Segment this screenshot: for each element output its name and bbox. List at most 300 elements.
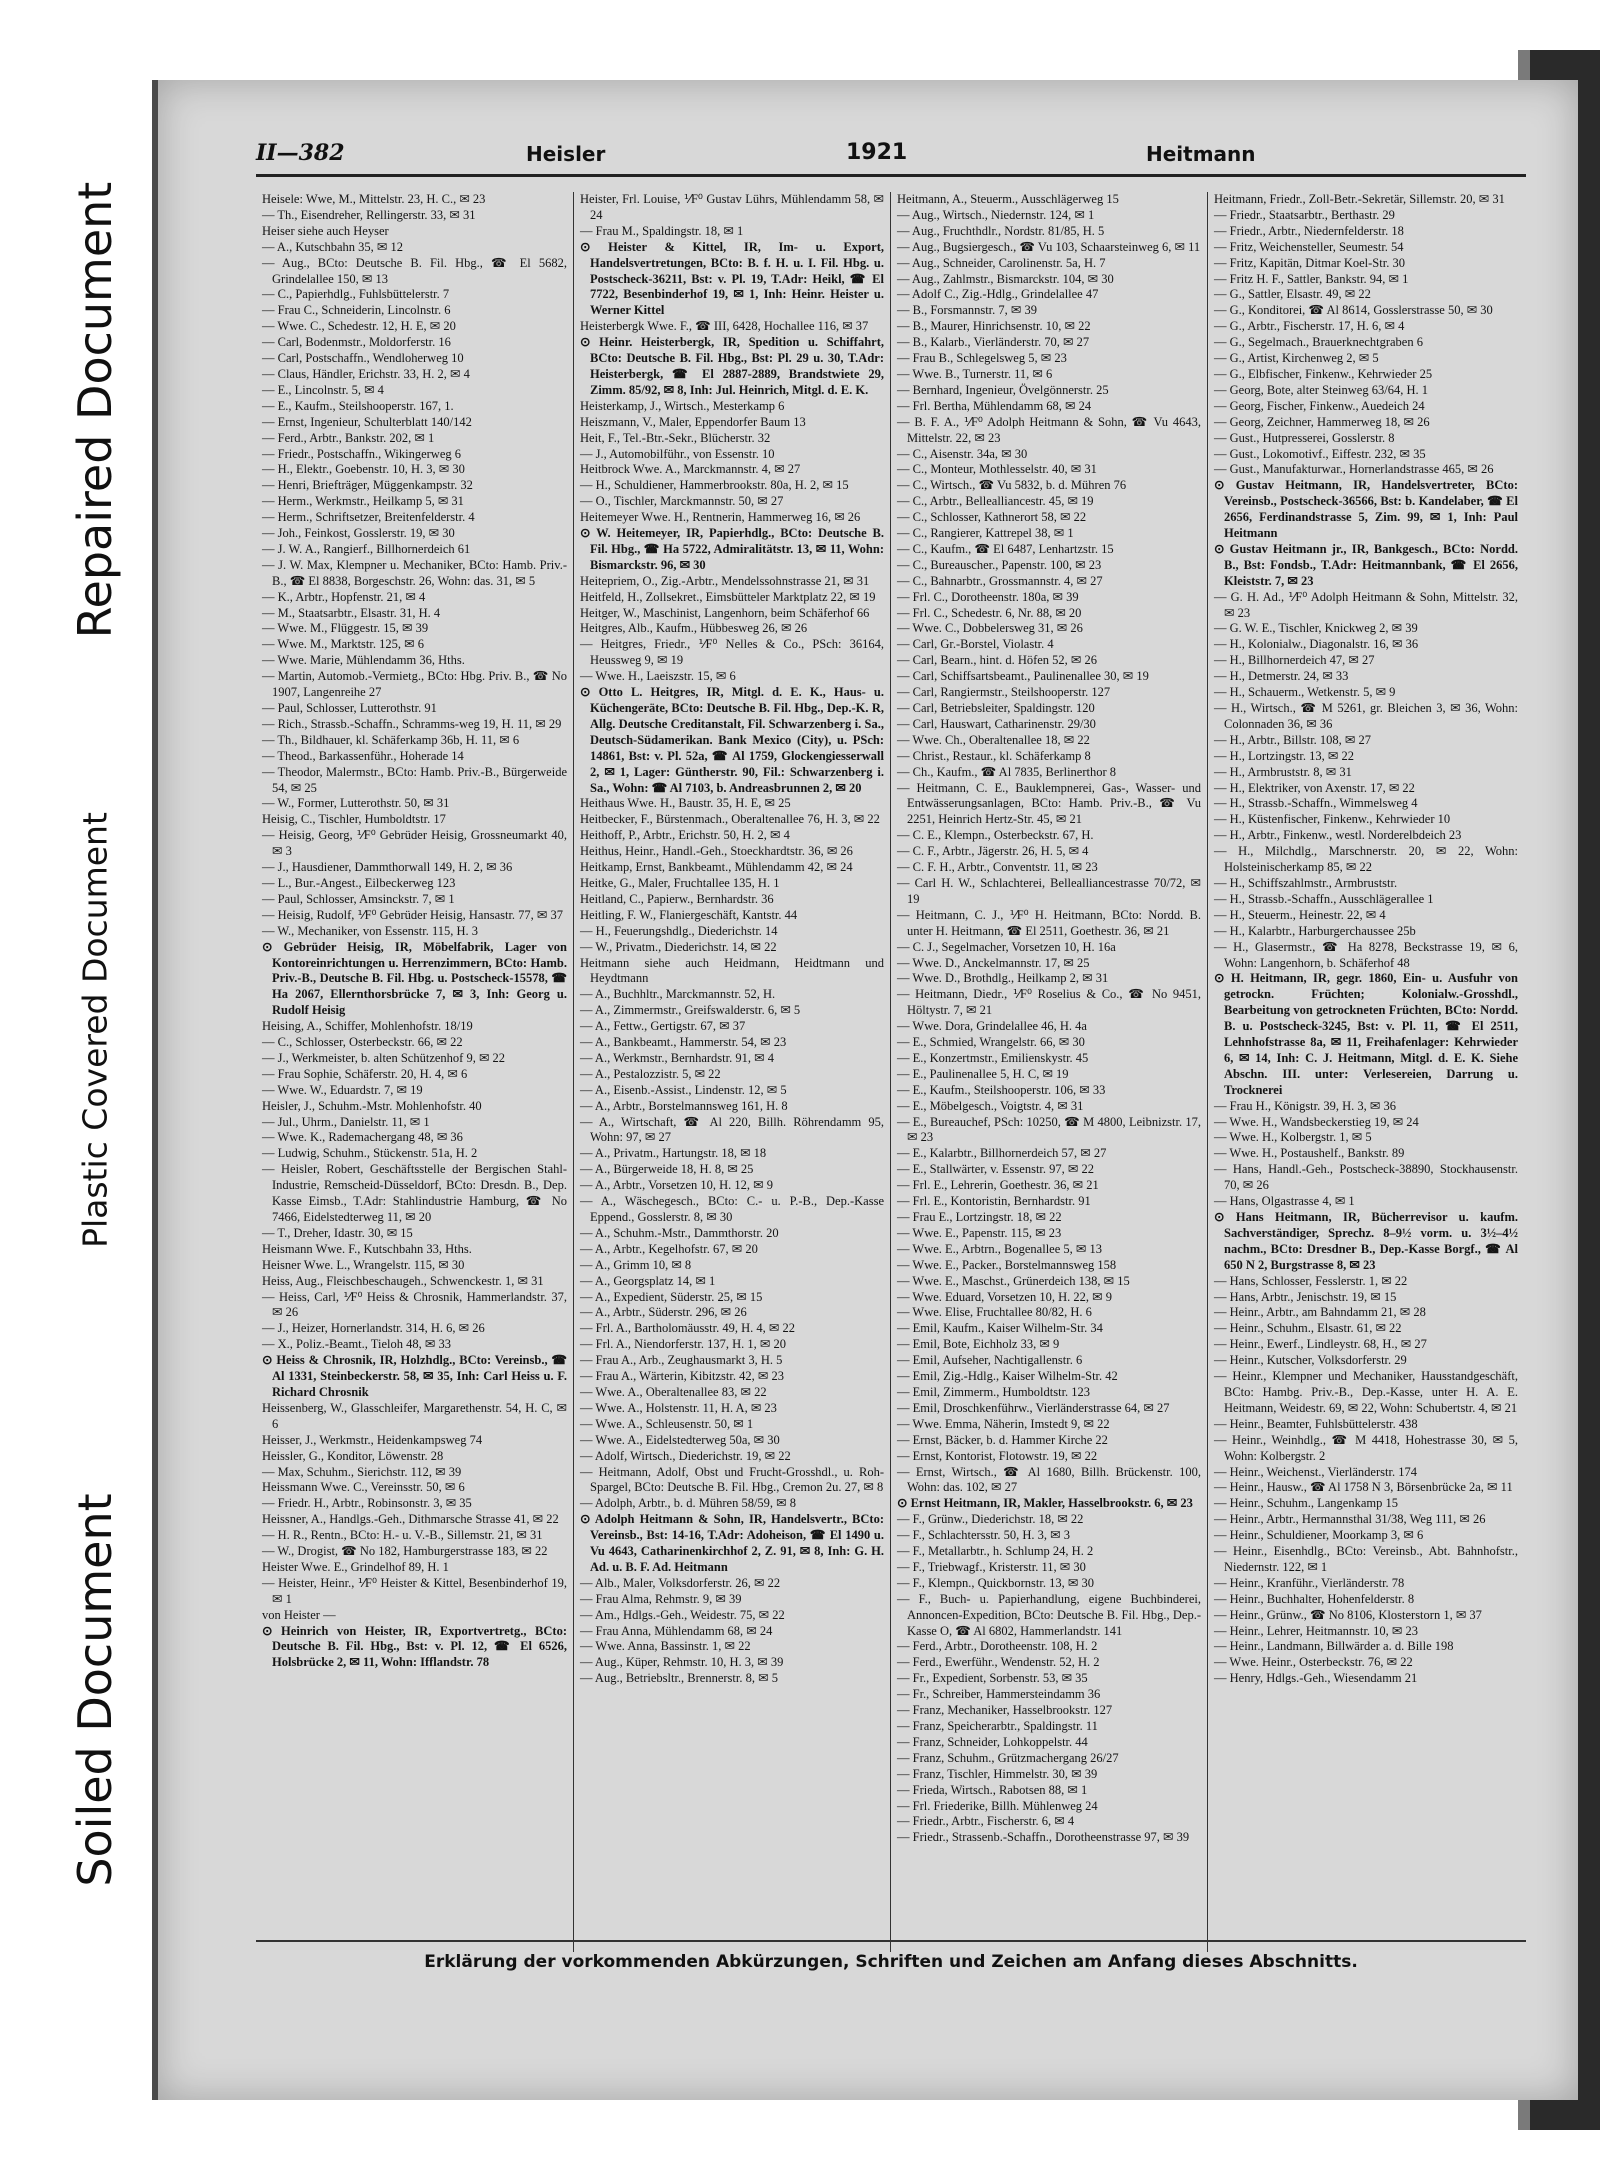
- label-repaired-wrap: [50, 130, 140, 690]
- directory-entry: — Paul, Schlosser, Amsinckstr. 7, ✉ 1: [262, 891, 455, 906]
- directory-entry: — Frau C., Schneiderin, Lincolnstr. 6: [262, 303, 451, 318]
- directory-entry: — C., Papierhdlg., Fuhlsbüttelerstr. 7: [262, 287, 450, 302]
- directory-entry: ⊙ W. Heitemeyer, IR, Papierhdlg., BCto: Deutsche B. Fil. Hbg., ☎ Ha 5722, Admiralitätstr. 13, ✉ 11, Wohn: Bismarckstr. 96, ✉ 30: [580, 526, 884, 572]
- directory-column-3: [890, 192, 1207, 1952]
- directory-entry: — F., Triebwagf., Kristerstr. 11, ✉ 30: [897, 1559, 1086, 1574]
- directory-entry: Heisterkamp, J., Wirtsch., Mesterkamp 6: [580, 398, 785, 413]
- directory-entry: — B., Kalarb., Vierländerstr. 70, ✉ 27: [897, 335, 1090, 350]
- directory-entry: — Carl, Rangiermstr., Steilshooperstr. 127: [897, 685, 1111, 700]
- directory-entry: — Emil, Droschkenführw., Vierländerstrasse 64, ✉ 27: [897, 1400, 1170, 1415]
- directory-entry: — Heinr., Landmann, Billwärder a. d. Bille 198: [1214, 1639, 1454, 1654]
- directory-entry: — Heinr., Arbtr., Hermannsthal 31/38, Weg 111, ✉ 26: [1214, 1512, 1486, 1527]
- directory-entry: ⊙ Hans Heitmann, IR, Bücherrevisor u. kaufm. Sachverständiger, Sprechz. 8–9½ vorm. u. 3½–4½ nachm., BCto: Dresdner B., Dep.-Kasse Borgf., ☎ Al 650 N 2, Burgstrasse 8, ✉ 23: [1214, 1210, 1518, 1272]
- directory-entry: — Wwe. E., Packer., Borstelmannsweg 158: [897, 1257, 1117, 1272]
- directory-entry: — F., Buch- u. Papierhandlung, eigene Buchbinderei, Annoncen-Expedition, BCto: Deutsche B. Fil. Hbg., Dep.-Kasse O, ☎ Al 6802, Hammerlandstr. 141: [897, 1591, 1201, 1638]
- directory-entry: Heitke, G., Maler, Fruchtallee 135, H. 1: [580, 875, 780, 890]
- directory-entry: — Franz, Schneider, Lohkoppelstr. 44: [897, 1734, 1088, 1749]
- directory-entry: — C., Rangierer, Kattrepel 38, ✉ 1: [897, 526, 1074, 541]
- directory-entry: — E., Paulinenallee 5, H. C, ✉ 19: [897, 1066, 1069, 1081]
- directory-entry: — Heinr., Schuhm., Elsastr. 61, ✉ 22: [1214, 1321, 1402, 1336]
- directory-entry: — Georg, Fischer, Finkenw., Auedeich 24: [1214, 398, 1425, 413]
- directory-entry: — Martin, Automob.-Vermietg., BCto: Hbg. Priv. B., ☎ No 1907, Langenreihe 27: [262, 669, 567, 700]
- directory-entry: — Heitmann, Adolf, Obst und Frucht-Grosshdl., u. Roh-Spargel, BCto: Deutsche B. Fil. Hbg., Cremon 2u. 27, ✉ 8: [580, 1464, 884, 1495]
- directory-entry: — Wwe. C., Schedestr. 12, H. E, ✉ 20: [262, 319, 456, 334]
- directory-entry: — Friedr., Arbtr., Niedernfelderstr. 18: [1214, 223, 1404, 238]
- directory-entry: — G., Segelmach., Brauerknechtgraben 6: [1214, 335, 1423, 350]
- directory-entry: — Franz, Tischler, Himmelstr. 30, ✉ 39: [897, 1766, 1098, 1781]
- directory-entry: — F., Grünw., Diederichstr. 18, ✉ 22: [897, 1512, 1084, 1527]
- directory-entry: — C., Schlosser, Kathnerort 58, ✉ 22: [897, 510, 1087, 525]
- directory-entry: — O., Tischler, Marckmannstr. 50, ✉ 27: [580, 494, 784, 509]
- scan-top-margin: [0, 0, 1600, 50]
- directory-entry: ⊙ Heiss & Chrosnik, IR, Holzhdlg., BCto: Vereinsb., ☎ Al 1331, Steinbeckerstr. 58, ✉ 35, Inh: Carl Heiss u. F. Richard Chrosnik: [262, 1353, 567, 1399]
- directory-entry: — Alb., Maler, Volksdorferstr. 26, ✉ 22: [580, 1575, 781, 1590]
- directory-entry: — Bernhard, Ingenieur, Övelgönnerstr. 25: [897, 382, 1109, 397]
- directory-entry: Heitger, W., Maschinist, Langenhorn, beim Schäferhof 66: [580, 605, 870, 620]
- directory-entry: — Aug., Wirtsch., Niedernstr. 124, ✉ 1: [897, 207, 1095, 222]
- directory-entry: — Aug., Fruchthdlr., Nordstr. 81/85, H. 5: [897, 223, 1105, 238]
- directory-entry: — Heinr., Weichenst., Vierländerstr. 174: [1214, 1464, 1417, 1479]
- directory-entry: Heiss, Aug., Fleischbeschaugeh., Schwenckestr. 1, ✉ 31: [262, 1273, 544, 1288]
- directory-entry: — Heitgres, Friedr., ⅟F⁰ Nelles & Co., PSch: 36164, Heussweg 9, ✉ 19: [580, 637, 884, 668]
- directory-entry: — A., Arbtr., Kegelhofstr. 67, ✉ 20: [580, 1241, 758, 1256]
- directory-entry: — Frl. Bertha, Mühlendamm 68, ✉ 24: [897, 398, 1092, 413]
- directory-entry: — Adolf C., Zig.-Hdlg., Grindelallee 47: [897, 287, 1099, 302]
- directory-entry: Heithus, Heinr., Handl.-Geh., Stoeckhardtstr. 36, ✉ 26: [580, 844, 853, 859]
- directory-entry: — Carl, Bearn., hint. d. Höfen 52, ✉ 26: [897, 653, 1098, 668]
- directory-entry: — T., Dreher, Idastr. 30, ✉ 15: [262, 1225, 413, 1240]
- directory-entry: — Frl. E., Lehrerin, Goethestr. 36, ✉ 21: [897, 1178, 1099, 1193]
- directory-entry: — Am., Hdlgs.-Geh., Weidestr. 75, ✉ 22: [580, 1607, 785, 1622]
- directory-entry: — Heinr., Schuhm., Langenkamp 15: [1214, 1496, 1398, 1511]
- directory-entry: — H. R., Rentn., BCto: H.- u. V.-B., Sillemstr. 21, ✉ 31: [262, 1528, 543, 1543]
- directory-entry: — Frau A., Arb., Zeughausmarkt 3, H. 5: [580, 1353, 783, 1368]
- directory-entry: — Paul, Schlosser, Lutterothstr. 91: [262, 701, 437, 715]
- directory-entry: — Carl, Postschaffn., Wendloherweg 10: [262, 351, 464, 366]
- directory-entry: — Heinr., Kranführ., Vierländerstr. 78: [1214, 1575, 1405, 1590]
- directory-entry: — G., Arbtr., Fischerstr. 17, H. 6, ✉ 4: [1214, 319, 1405, 334]
- directory-entry: Heitgres, Alb., Kaufm., Hübbesweg 26, ✉ 26: [580, 621, 808, 636]
- page-range-end: Heitmann: [1146, 142, 1256, 166]
- directory-entry: — C., Schlosser, Osterbeckstr. 66, ✉ 22: [262, 1035, 463, 1050]
- directory-entry: — Carl, Schiffsartsbeamt., Paulinenallee 30, ✉ 19: [897, 669, 1149, 684]
- directory-entry: — Fritz H. F., Sattler, Bankstr. 94, ✉ 1: [1214, 271, 1409, 286]
- directory-entry: — Friedr., Staatsarbtr., Berthastr. 29: [1214, 207, 1395, 222]
- directory-entry: Heitkamp, Ernst, Bankbeamt., Mühlendamm 42, ✉ 24: [580, 860, 853, 875]
- directory-entry: — Wwe. A., Holstenstr. 11, H. A, ✉ 23: [580, 1400, 777, 1415]
- page-header: [256, 140, 1526, 176]
- directory-entry: — Heinr., Grünw., ☎ No 8106, Klosterstorn 1, ✉ 37: [1214, 1607, 1482, 1622]
- directory-entry: — A., Arbtr., Borstelmannsweg 161, H. 8: [580, 1098, 788, 1113]
- directory-column-1: [256, 192, 573, 1952]
- directory-entry: — A., Werkmstr., Bernhardstr. 91, ✉ 4: [580, 1050, 774, 1065]
- directory-entry: — Wwe. C., Dobbelersweg 31, ✉ 26: [897, 621, 1083, 636]
- directory-entry: — G., Elbfischer, Finkenw., Kehrwieder 25: [1214, 366, 1433, 381]
- directory-entry: — A., Expedient, Süderstr. 25, ✉ 15: [580, 1289, 763, 1304]
- directory-entry: Heissmann Wwe. C., Vereinsstr. 50, ✉ 6: [262, 1480, 465, 1495]
- directory-entry: — Heisig, Rudolf, ⅟F⁰ Gebrüder Heisig, Hansastr. 77, ✉ 37: [262, 907, 564, 922]
- directory-entry: — C., Arbtr., Belleallianсestr. 45, ✉ 19: [897, 494, 1094, 509]
- label-soiled-document: Soiled Document: [68, 1493, 122, 1887]
- directory-entry: — Frau Sophie, Schäferstr. 20, H. 4, ✉ 6: [262, 1066, 468, 1081]
- directory-entry: — H., Küstenfischer, Finkenw., Kehrwieder 10: [1214, 812, 1451, 827]
- directory-entry: — A., Wäschegesch., BCto: C.- u. P.-B., Dep.-Kasse Eppend., Gosslerstr. 8, ✉ 30: [580, 1194, 884, 1224]
- page-footer-note: Erklärung der vorkommenden Abkürzungen, Schriften und Zeichen am Anfang dieses Abschnitts.: [424, 1952, 1358, 1972]
- directory-entry: — C., Wirtsch., ☎ Vu 5832, b. d. Mühren 76: [897, 478, 1127, 493]
- directory-entry: — Wwe. H., Laeiszstr. 15, ✉ 6: [580, 669, 736, 684]
- directory-entry: — A., Arbtr., Vorsetzen 10, H. 12, ✉ 9: [580, 1178, 773, 1193]
- directory-column-2: [573, 192, 890, 1952]
- directory-entry: — Wwe. H., Kolbergstr. 1, ✉ 5: [1214, 1130, 1372, 1145]
- directory-entry: — Wwe. E., Arbtrn., Bogenallee 5, ✉ 13: [897, 1241, 1102, 1256]
- directory-entry: — H., Detmerstr. 24, ✉ 33: [1214, 669, 1349, 684]
- directory-entry: ⊙ Gebrüder Heisig, IR, Möbelfabrik, Lager von Kontoreinrichtungen u. Herrenzimmern, BCto: Hamb. Priv.-B., Deutsche B. Fil. Hbg. u. Postscheck-15578, ☎ Ha 2067, Ellernthorsbrücke 7, ✉ 3, Inh: Georg u. Rudolf Heisig: [262, 939, 567, 1018]
- directory-entry: — Hans, Olgastrasse 4, ✉ 1: [1214, 1194, 1355, 1209]
- directory-page: [152, 80, 1578, 2100]
- directory-entry: Heitland, C., Papierw., Bernhardstr. 36: [580, 891, 774, 906]
- directory-entry: — Georg, Zeichner, Hammerweg 18, ✉ 26: [1214, 414, 1430, 429]
- directory-entry: — Herm., Schriftsetzer, Breitenfelderstr. 4: [262, 510, 475, 525]
- directory-entry: — H., Feuerungshdlg., Diederichstr. 14: [580, 923, 778, 938]
- directory-entry: — Emil, Bote, Eichholz 33, ✉ 9: [897, 1337, 1060, 1352]
- directory-entry: ⊙ H. Heitmann, IR, gegr. 1860, Ein- u. Ausfuhr von getrockn. Früchten; Kolonialw.-Grosshdl., Bearbeitung von getrockneten Früchten, BCto: Nordd. B. u. Postscheck-3245, Bst: v. Pl. 11, ☎ El 2511, Lehnhofstrasse 8a, ✉ 11, Freihafenlager: Kehrwieder 6, ✉ 14, Inh: C. J. Heitmann, Mitgl. d. E. K. Siehe Abschn. III. unter: Verlesereien, Darrung u. Trocknerei: [1214, 971, 1518, 1097]
- directory-entry: ⊙ Gustav Heitmann jr., IR, Bankgesch., BCto: Nordd. B., Bst: Fondsb., T.Adr: Heitmannbank, ☎ El 2656, Kleiststr. 7, ✉ 23: [1214, 541, 1518, 588]
- directory-entry: Heitling, F. W., Flaniergeschäft, Kantstr. 44: [580, 907, 798, 922]
- directory-entry: — Emil, Zimmerm., Humboldtstr. 123: [897, 1384, 1091, 1399]
- directory-entry: — Wwe. K., Rademachergang 48, ✉ 36: [262, 1130, 463, 1145]
- directory-entry: — Ch., Kaufm., ☎ Al 7835, Berlinerthor 8: [897, 764, 1117, 779]
- directory-entry: — Christ., Restaur., kl. Schäferkamp 8: [897, 748, 1091, 763]
- label-plastic-covered-document: Plastic Covered Document: [75, 812, 115, 1248]
- directory-entry: — Gust., Lokomotivf., Eiffestr. 232, ✉ 35: [1214, 446, 1426, 461]
- directory-entry: Heitemeyer Wwe. H., Rentnerin, Hammerweg 16, ✉ 26: [580, 510, 861, 525]
- directory-entry: — Carl, Betriebsleiter, Spaldingstr. 120: [897, 701, 1095, 715]
- directory-columns: [256, 192, 1526, 1952]
- directory-entry: — E., Kaufm., Steilshooperstr. 106, ✉ 33: [897, 1082, 1106, 1097]
- directory-entry: — Frl. E., Kontoristin, Bernhardstr. 91: [897, 1194, 1091, 1209]
- directory-entry: — Wwe. Marie, Mühlendamm 36, Hths.: [262, 653, 465, 668]
- directory-entry: — Wwe. D., Anckelmannstr. 17, ✉ 25: [897, 955, 1090, 970]
- directory-entry: Heitmann, Friedr., Zoll-Betr.-Sekretär, Sillemstr. 20, ✉ 31: [1214, 192, 1505, 206]
- directory-entry: — Frau A., Wärterin, Kibitzstr. 42, ✉ 23: [580, 1369, 784, 1384]
- directory-entry: Heiser siehe auch Heyser: [262, 223, 389, 238]
- directory-entry: — H., Elektr., Goebenstr. 10, H. 3, ✉ 30: [262, 462, 465, 477]
- directory-entry: — A., Fettw., Gertigstr. 67, ✉ 37: [580, 1019, 746, 1034]
- directory-entry: — H., Milchdlg., Marschnerstr. 20, ✉ 22, Wohn: Holsteinischerkamp 85, ✉ 22: [1214, 844, 1518, 875]
- directory-entry: Heisler, J., Schuhm.-Mstr. Mohlenhofstr. 40: [262, 1098, 482, 1113]
- directory-entry: Heister, Frl. Louise, ⅟F⁰ Gustav Lührs, Mühlendamm 58, ✉ 24: [580, 192, 884, 222]
- directory-entry: Heisterbergk Wwe. F., ☎ III, 6428, Hochallee 116, ✉ 37: [580, 319, 869, 334]
- directory-entry: — A., Schuhm.-Mstr., Dammthorstr. 20: [580, 1225, 779, 1240]
- directory-entry: — L., Bur.-Angest., Eilbeckerweg 123: [262, 875, 456, 890]
- label-soiled-wrap: [50, 1380, 140, 2000]
- directory-entry: — B., Maurer, Hinrichsenstr. 10, ✉ 22: [897, 319, 1091, 334]
- directory-entry: — Th., Eisendreher, Rellingerstr. 33, ✉ 31: [262, 207, 476, 222]
- directory-entry: — C., Aisenstr. 34a, ✉ 30: [897, 446, 1028, 461]
- directory-entry: — G., Konditorei, ☎ Al 8614, Gosslerstrasse 50, ✉ 30: [1214, 303, 1493, 318]
- directory-entry: ⊙ Heister & Kittel, IR, Im- u. Export, Handelsvertretungen, BCto: B. f. H. u. I. Fil. Hbg. u. Postscheck-36211, Bst: v. Pl. 19, T.Adr: Heikl, ☎ El 7722, Besenbinderhof 19, ✉ 1, Inh: Heinr. Heister u. Werner Kittel: [580, 239, 884, 318]
- directory-entry: — Wwe. A., Schleusenstr. 50, ✉ 1: [580, 1416, 754, 1431]
- directory-entry: — Franz, Mechaniker, Hasselbrookstr. 127: [897, 1703, 1113, 1718]
- directory-entry: — Heinr., Beamter, Fuhlsbüttelerstr. 438: [1214, 1416, 1418, 1431]
- directory-entry: — Aug., Bugsiergesch., ☎ Vu 103, Schaarsteinweg 6, ✉ 11: [897, 239, 1201, 254]
- directory-entry: — W., Former, Lutterothstr. 50, ✉ 31: [262, 796, 450, 811]
- directory-entry: — Wwe. Dora, Grindelallee 46, H. 4a: [897, 1019, 1087, 1034]
- directory-entry: — Franz, Schuhm., Grützmachergang 26/27: [897, 1750, 1119, 1765]
- directory-entry: — C., Bahnarbtr., Grossmannstr. 4, ✉ 27: [897, 573, 1103, 588]
- directory-entry: — K., Arbtr., Hopfenstr. 21, ✉ 4: [262, 589, 426, 604]
- footer-rule: [256, 1940, 1526, 1942]
- directory-entry: — E., Lincolnstr. 5, ✉ 4: [262, 382, 384, 397]
- directory-entry: — E., Schmied, Wrangelstr. 66, ✉ 30: [897, 1035, 1085, 1050]
- directory-entry: — Wwe. Ch., Oberaltenallee 18, ✉ 22: [897, 732, 1090, 747]
- directory-entry: — H., Strassb.-Schaffn., Ausschlägerallee 1: [1214, 891, 1434, 906]
- directory-entry: — J., Automobilführ., von Essenstr. 10: [580, 446, 775, 461]
- label-repaired-document: Repaired Document: [68, 181, 122, 639]
- directory-entry: — H., Elektriker, von Axenstr. 17, ✉ 22: [1214, 780, 1415, 795]
- directory-entry: ⊙ Heinr. Heisterbergk, IR, Spedition u. Schiffahrt, BCto: Deutsche B. Fil. Hbg., Bst: Pl. 29 u. 30, T.Adr: Heisterbergk, ☎ El 2887-2889, Brandstwiete 29, Zimm. 85/92, ✉ 8, Inh: Jul. Heinrich, Mitgl. d. E. K.: [580, 335, 884, 397]
- directory-entry: ⊙ Gustav Heitmann, IR, Handelsvertreter, BCto: Vereinsb., Postscheck-36566, Bst: b. Kandelaber, ☎ El 2656, Ferdinandstrasse 5, Zim. 99, ✉ 1, Inh: Paul Heitmann: [1214, 478, 1518, 541]
- directory-entry: — Frau H., Königstr. 39, H. 3, ✉ 36: [1214, 1098, 1397, 1113]
- directory-entry: — Wwe. B., Turnerstr. 11, ✉ 6: [897, 366, 1053, 381]
- directory-entry: — H., Schauerm., Wetkenstr. 5, ✉ 9: [1214, 685, 1396, 700]
- directory-entry: — Joh., Feinkost, Gosslerstr. 19, ✉ 30: [262, 526, 455, 541]
- directory-entry: — H., Glasermstr., ☎ Ha 8278, Beckstrasse 19, ✉ 6, Wohn: Langenhorn, b. Schäferhof 48: [1214, 939, 1518, 970]
- directory-entry: — J., Hausdiener, Dammthorwall 149, H. 2, ✉ 36: [262, 860, 513, 875]
- directory-entry: — H., Schuldiener, Hammerbrookstr. 80a, H. 2, ✉ 15: [580, 478, 849, 493]
- directory-entry: — Frau Anna, Mühlendamm 68, ✉ 24: [580, 1623, 773, 1638]
- directory-entry: — C. E., Klempn., Osterbeckstr. 67, H.: [897, 828, 1094, 843]
- directory-entry: — Heinr., Weinhdlg., ☎ M 4418, Hohestrasse 30, ✉ 5, Wohn: Kolbergstr. 2: [1214, 1432, 1518, 1463]
- document-condition-labels: [50, 120, 140, 2020]
- directory-entry: — G., Artist, Kirchenweg 2, ✉ 5: [1214, 351, 1379, 366]
- directory-entry: — H., Lortzingstr. 13, ✉ 22: [1214, 748, 1354, 763]
- directory-entry: — Heinr., Kutscher, Volksdorferstr. 29: [1214, 1353, 1407, 1368]
- directory-entry: Heitbrock Wwe. A., Marckmannstr. 4, ✉ 27: [580, 462, 801, 477]
- directory-entry: — Wwe. M., Marktstr. 125, ✉ 6: [262, 637, 424, 652]
- directory-entry: Heisser, J., Werkmstr., Heidenkampsweg 74: [262, 1432, 483, 1447]
- directory-entry: — Wwe. E., Maschst., Grünerdeich 138, ✉ 15: [897, 1273, 1130, 1288]
- directory-entry: — F., Klempn., Quickbornstr. 13, ✉ 30: [897, 1575, 1094, 1590]
- directory-entry: von Heister —: [262, 1607, 336, 1622]
- directory-entry: — Wwe. H., Postaushelf., Bankstr. 89: [1214, 1146, 1405, 1161]
- directory-entry: — Heinr., Klempner und Mechaniker, Hausstandgeschäft, BCto: Hambg. Priv.-B., Dep.-Kasse, unter H. A. E. Heitmann, Weidestr. 69, ✉ 22, Wohn: Schubertstr. 4, ✉ 21: [1214, 1369, 1518, 1415]
- directory-entry: — F., Metallarbtr., h. Schlump 24, H. 2: [897, 1544, 1094, 1559]
- directory-entry: Heitmann, A., Steuerm., Ausschlägerweg 15: [897, 192, 1119, 206]
- directory-entry: — Heinr., Schuldiener, Moorkamp 3, ✉ 6: [1214, 1528, 1424, 1543]
- directory-entry: — H., Billhornerdeich 47, ✉ 27: [1214, 653, 1375, 668]
- directory-entry: — Max, Schuhm., Sierichstr. 112, ✉ 39: [262, 1464, 462, 1479]
- directory-entry: — Hans, Schlosser, Fesslerstr. 1, ✉ 22: [1214, 1273, 1408, 1288]
- directory-entry: ⊙ Heinrich von Heister, IR, Exportvertretg., BCto: Deutsche B. Fil. Hbg., Bst: v. Pl. 12, ☎ El 6526, Holsbrücke 2, ✉ 11, Wohn: Ifflandstr. 78: [262, 1623, 567, 1670]
- directory-entry: — Frau Alma, Rehmstr. 9, ✉ 39: [580, 1591, 742, 1606]
- directory-entry: — H., Steuerm., Heinestr. 22, ✉ 4: [1214, 907, 1386, 922]
- directory-entry: — Gust., Hutpresserei, Gosslerstr. 8: [1214, 430, 1395, 445]
- directory-entry: — Wwe. W., Eduardstr. 7, ✉ 19: [262, 1082, 423, 1097]
- directory-entry: — E., Bureauchef, PSch: 10250, ☎ M 4800, Leibnizstr. 17, ✉ 23: [897, 1114, 1201, 1145]
- directory-entry: — Friedr., Arbtr., Fischerstr. 6, ✉ 4: [897, 1814, 1075, 1829]
- directory-entry: — Carl, Gr.-Borstel, Violastr. 4: [897, 637, 1054, 652]
- directory-entry: — Aug., Schneider, Carolinenstr. 5a, H. 7: [897, 255, 1106, 270]
- directory-entry: — Carl, Bodenmstr., Moldorferstr. 16: [262, 335, 451, 350]
- directory-entry: — Franz, Speicherarbtr., Spaldingstr. 11: [897, 1719, 1098, 1733]
- directory-entry: — Georg, Bote, alter Steinweg 63/64, H. 1: [1214, 382, 1428, 397]
- directory-entry: Heister Wwe. E., Grindelhof 89, H. 1: [262, 1559, 449, 1574]
- directory-entry: — Emil, Kaufm., Kaiser Wilhelm-Str. 34: [897, 1321, 1103, 1336]
- directory-entry: — Ernst, Ingenieur, Schulterblatt 140/142: [262, 414, 472, 429]
- directory-entry: — F., Schlachtersstr. 50, H. 3, ✉ 3: [897, 1528, 1071, 1543]
- directory-entry: Heitepriem, O., Zig.-Arbtr., Mendelssohnstrasse 21, ✉ 31: [580, 573, 870, 588]
- directory-entry: — H., Kolonialw., Diagonalstr. 16, ✉ 36: [1214, 637, 1419, 652]
- directory-entry: — H., Strassb.-Schaffn., Wimmelsweg 4: [1214, 796, 1418, 811]
- directory-entry: — Heiss, Carl, ⅟F⁰ Heiss & Chrosnik, Hammerlandstr. 37, ✉ 26: [262, 1289, 567, 1320]
- directory-entry: Heissner, A., Handlgs.-Geh., Dithmarsche Strasse 41, ✉ 22: [262, 1512, 559, 1527]
- page-number: II—382: [256, 140, 345, 166]
- directory-entry: — Carl H. W., Schlachterei, Bellealliancestrasse 70/72, ✉ 19: [897, 875, 1201, 906]
- directory-column-4: [1207, 192, 1524, 1952]
- directory-entry: — Frau B., Schlegelsweg 5, ✉ 23: [897, 351, 1067, 366]
- directory-entry: — J. W. Max, Klempner u. Mechaniker, BCto: Hamb. Priv.-B., ☎ El 8838, Borgeschstr. 26, Wohn: das. 31, ✉ 5: [262, 557, 567, 588]
- directory-entry: — C. J., Segelmacher, Vorsetzen 10, H. 16a: [897, 939, 1116, 954]
- directory-entry: — A., Eisenb.-Assist., Lindenstr. 12, ✉ 5: [580, 1082, 787, 1097]
- directory-entry: — Aug., Küper, Rehmstr. 10, H. 3, ✉ 39: [580, 1655, 784, 1670]
- directory-entry: — Heinr., Lehrer, Heitmannstr. 10, ✉ 23: [1214, 1623, 1419, 1638]
- directory-entry: — Wwe. Heinr., Osterbeckstr. 76, ✉ 22: [1214, 1655, 1413, 1670]
- directory-entry: — C. F. H., Arbtr., Conventstr. 11, ✉ 23: [897, 860, 1098, 875]
- directory-entry: — W., Drogist, ☎ No 182, Hamburgerstrasse 183, ✉ 22: [262, 1544, 548, 1559]
- directory-entry: — Henry, Hdlgs.-Geh., Wiesendamm 21: [1214, 1671, 1418, 1686]
- directory-entry: — Jul., Uhrm., Danielstr. 11, ✉ 1: [262, 1114, 430, 1129]
- directory-entry: — Hans, Handl.-Geh., Postscheck-38890, Stockhausenstr. 70, ✉ 26: [1214, 1162, 1518, 1193]
- directory-entry: — W., Mechaniker, von Essenstr. 115, H. 3: [262, 923, 479, 938]
- directory-entry: — Frl. A., Niendorferstr. 137, H. 1, ✉ 20: [580, 1337, 786, 1352]
- directory-entry: — C., Bureauscher., Papenstr. 100, ✉ 23: [897, 557, 1102, 572]
- directory-entry: — Ferd., Arbtr., Dorotheenstr. 108, H. 2: [897, 1639, 1098, 1654]
- directory-entry: — Henri, Briefträger, Müggenkampstr. 32: [262, 478, 473, 493]
- directory-entry: — A., Arbtr., Süderstr. 296, ✉ 26: [580, 1305, 747, 1320]
- directory-entry: — Frl. A., Bartholomäusstr. 49, H. 4, ✉ 22: [580, 1321, 795, 1336]
- directory-entry: — C., Monteur, Mothlesselstr. 40, ✉ 31: [897, 462, 1097, 477]
- directory-entry: — C., Kaufm., ☎ El 6487, Lenhartzstr. 15: [897, 541, 1114, 556]
- directory-entry: — Ferd., Ewerführ., Wendenstr. 52, H. 2: [897, 1655, 1100, 1670]
- directory-entry: — E., Stallwärter, v. Essenstr. 97, ✉ 22: [897, 1162, 1094, 1177]
- directory-entry: — Gust., Manufakturwar., Hornerlandstrasse 465, ✉ 26: [1214, 462, 1494, 477]
- directory-entry: — Fr., Expedient, Sorbenstr. 53, ✉ 35: [897, 1671, 1088, 1686]
- directory-entry: — Heinr., Arbtr., am Bahndamm 21, ✉ 28: [1214, 1305, 1426, 1320]
- directory-entry: — B., Forsmannstr. 7, ✉ 39: [897, 303, 1037, 318]
- directory-entry: Heissenberg, W., Glasschleifer, Margarethenstr. 54, H. C, ✉ 6: [262, 1400, 567, 1431]
- directory-entry: Heitbecker, F., Bürstenmach., Oberaltenallee 76, H. 3, ✉ 22: [580, 812, 880, 827]
- directory-entry: — Heisig, Georg, ⅟F⁰ Gebrüder Heisig, Grossneumarkt 40, ✉ 3: [262, 828, 567, 859]
- directory-entry: — Heinr., Buchhalter, Hohenfelderstr. 8: [1214, 1591, 1415, 1606]
- directory-entry: — Wwe. Elise, Fruchtallee 80/82, H. 6: [897, 1305, 1092, 1320]
- directory-entry: — Aug., Betriebsltr., Brennerstr. 8, ✉ 5: [580, 1671, 778, 1686]
- directory-entry: — Fritz, Kapitän, Ditmar Koel-Str. 30: [1214, 255, 1405, 270]
- directory-entry: — E., Möbelgesch., Voigtstr. 4, ✉ 31: [897, 1098, 1084, 1113]
- page-year: 1921: [846, 140, 908, 165]
- directory-entry: — H., Arbtr., Finkenw., westl. Norderelbdeich 23: [1214, 828, 1462, 843]
- directory-entry: — Wwe. A., Eidelstedterweg 50a, ✉ 30: [580, 1432, 780, 1447]
- directory-entry: — Ernst, Kontorist, Flotowstr. 19, ✉ 22: [897, 1448, 1098, 1463]
- directory-entry: — Aug., Zahlmstr., Bismarckstr. 104, ✉ 30: [897, 271, 1114, 286]
- directory-entry: — Frl. C., Dorotheenstr. 180a, ✉ 39: [897, 589, 1079, 604]
- directory-entry: — Friedr. H., Arbtr., Robinsonstr. 3, ✉ 35: [262, 1496, 472, 1511]
- directory-entry: — A., Grimm 10, ✉ 8: [580, 1257, 692, 1272]
- directory-entry: — Frau M., Spaldingstr. 18, ✉ 1: [580, 223, 744, 238]
- directory-entry: — H., Arbtr., Billstr. 108, ✉ 27: [1214, 732, 1372, 747]
- directory-entry: — Rich., Strassb.-Schaffn., Schramms-weg 19, H. 11, ✉ 29: [262, 716, 562, 731]
- directory-entry: — A., Bankbeamt., Hammerstr. 54, ✉ 23: [580, 1035, 787, 1050]
- header-rule: [256, 174, 1526, 177]
- directory-entry: — Heinr., Hausw., ☎ Al 1758 N 3, Börsenbrücke 2a, ✉ 11: [1214, 1480, 1513, 1495]
- directory-entry: Heissler, G., Konditor, Löwenstr. 28: [262, 1448, 444, 1463]
- directory-entry: — A., Privatm., Hartungstr. 18, ✉ 18: [580, 1146, 767, 1161]
- directory-entry: — H., Schiffszahlmstr., Armbruststr.: [1214, 875, 1398, 890]
- directory-entry: Heiszmann, V., Maler, Eppendorfer Baum 13: [580, 414, 806, 429]
- directory-entry: — Herm., Werkmstr., Heilkamp 5, ✉ 31: [262, 494, 464, 509]
- directory-entry: ⊙ Adolph Heitmann & Sohn, IR, Handelsvertr., BCto: Vereinsb., Bst: 14-16, T.Adr: Adoheison, ☎ El 1490 u. Vu 4643, Catharinenkirchhof 2, Z. 91, ✉ 8, Inh: G. H. Ad. u. B. F. Ad. Heitmann: [580, 1512, 884, 1574]
- directory-entry: — Frl. C., Schedestr. 6, Nr. 88, ✉ 20: [897, 605, 1082, 620]
- directory-entry: — J. W. A., Rangierf., Billhornerdeich 61: [262, 541, 471, 556]
- directory-entry: — Friedr., Strassenb.-Schaffn., Dorotheenstrasse 97, ✉ 39: [897, 1830, 1190, 1845]
- directory-entry: Heisner Wwe. L., Wrangelstr. 115, ✉ 30: [262, 1257, 465, 1272]
- directory-entry: ⊙ Otto L. Heitgres, IR, Mitgl. d. E. K., Haus- u. Küchengeräte, BCto: Deutsche B. Fil. Hbg., Dep.-K. R, Allg. Deutsche Creditanstalt, Fil. Schwarzenberg i. Sa., Deutsch-Südamerikan. Bank Mexico (City), u. PSch: 14861, Bst: v. Pl. 52a, ☎ Al 1759, Glockengiesserwall 2, ✉ 1, Lager: Güntherstr. 90, Fil.: Schwarzenberg i. Sa., Wohn: ☎ Al 7103, b. Andreasbrunnen 2, ✉ 20: [580, 685, 884, 795]
- directory-entry: Heitmann siehe auch Heidmann, Heidtmann und Heydtmann: [580, 955, 884, 986]
- directory-entry: — Heinr., Ewerf., Lindleystr. 68, H., ✉ 27: [1214, 1337, 1427, 1352]
- directory-entry: — A., Buchhltr., Marckmannstr. 52, H.: [580, 987, 776, 1002]
- directory-entry: — Claus, Händler, Erichstr. 33, H. 2, ✉ 4: [262, 366, 470, 381]
- directory-entry: — Emil, Aufseher, Nachtigallenstr. 6: [897, 1353, 1083, 1368]
- directory-entry: — Hans, Arbtr., Jenischstr. 19, ✉ 15: [1214, 1289, 1397, 1304]
- directory-entry: — Heitmann, C. J., ⅟F⁰ H. Heitmann, BCto: Nordd. B. unter H. Heitmann, ☎ El 2511, Goethestr. 36, ✉ 21: [897, 907, 1201, 938]
- directory-entry: Heismann Wwe. F., Kutschbahn 33, Hths.: [262, 1241, 472, 1256]
- directory-entry: — G. W. E., Tischler, Knickweg 2, ✉ 39: [1214, 621, 1418, 636]
- directory-entry: — A., Kutschbahn 35, ✉ 12: [262, 239, 404, 254]
- directory-entry: — Adolf, Wirtsch., Diederichstr. 19, ✉ 22: [580, 1448, 791, 1463]
- directory-entry: — Friedr., Postschaffn., Wikingerweg 6: [262, 446, 462, 461]
- directory-entry: — Frieda, Wirtsch., Rabotsen 88, ✉ 1: [897, 1782, 1088, 1797]
- page-range-start: Heisler: [526, 142, 606, 166]
- directory-entry: — Ernst, Wirtsch., ☎ Al 1680, Billh. Brückenstr. 100, Wohn: das. 102, ✉ 27: [897, 1464, 1201, 1495]
- directory-entry: — M., Staatsarbtr., Elsastr. 31, H. 4: [262, 605, 441, 620]
- directory-entry: Heisele: Wwe, M., Mittelstr. 23, H. C., ✉ 23: [262, 192, 486, 206]
- directory-entry: — Frau E., Lortzingstr. 18, ✉ 22: [897, 1210, 1062, 1224]
- directory-entry: — E., Konzertmstr., Emilienskystr. 45: [897, 1050, 1089, 1065]
- directory-entry: — B. F. A., ⅟F⁰ Adolph Heitmann & Sohn, ☎ Vu 4643, Mittelstr. 22, ✉ 23: [897, 414, 1201, 445]
- directory-entry: — H., Wirtsch., ☎ M 5261, gr. Bleichen 3, ✉ 36, Wohn: Colonnaden 36, ✉ 36: [1214, 701, 1518, 731]
- directory-entry: — Heitmann, C. E., Bauklempnerei, Gas-, Wasser- und Entwässerungsanlagen, BCto: Hamb. Priv.-B., ☎ Vu 2251, Heinrich Hertz-Str. 45, ✉ 21: [897, 780, 1201, 827]
- directory-entry: — E., Kaufm., Steilshooperstr. 167, 1.: [262, 398, 454, 413]
- directory-entry: — Ludwig, Schuhm., Stückenstr. 51a, H. 2: [262, 1146, 478, 1161]
- directory-entry: — Heisler, Robert, Geschäftsstelle der Bergischen Stahl-Industrie, Remscheid-Düsseldorf, BCto: Dresdn. B., Dep. Kasse Eimsb., T.Adr: Stahlindustrie Hamburg, ☎ No 7466, Eidelstedterweg 11, ✉ 20: [262, 1162, 567, 1224]
- directory-entry: — Wwe. Anna, Bassinstr. 1, ✉ 22: [580, 1639, 751, 1654]
- directory-entry: — G., Sattler, Elsastr. 49, ✉ 22: [1214, 287, 1371, 302]
- directory-entry: Heit, F., Tel.-Btr.-Sekr., Blücherstr. 32: [580, 430, 771, 445]
- directory-entry: — Fritz, Weichensteller, Seumestr. 54: [1214, 239, 1404, 254]
- directory-entry: — A., Georgsplatz 14, ✉ 1: [580, 1273, 716, 1288]
- directory-entry: — Heitmann, Diedr., ⅟F⁰ Roselius & Co., ☎ No 9451, Höltystr. 7, ✉ 21: [897, 987, 1201, 1018]
- directory-entry: — Ferd., Arbtr., Bankstr. 202, ✉ 1: [262, 430, 435, 445]
- directory-entry: — Wwe. H., Wandsbeckerstieg 19, ✉ 24: [1214, 1114, 1419, 1129]
- directory-entry: Heithaus Wwe. H., Baustr. 35, H. E, ✉ 25: [580, 796, 791, 811]
- directory-entry: — G. H. Ad., ⅟F⁰ Adolph Heitmann & Sohn, Mittelstr. 32, ✉ 23: [1214, 589, 1518, 620]
- directory-entry: — X., Poliz.-Beamt., Tieloh 48, ✉ 33: [262, 1337, 451, 1352]
- directory-entry: — Emil, Zig.-Hdlg., Kaiser Wilhelm-Str. 42: [897, 1369, 1118, 1384]
- page-content: [256, 140, 1526, 2060]
- directory-entry: Heithoff, P., Arbtr., Erichstr. 50, H. 2, ✉ 4: [580, 828, 790, 843]
- directory-entry: Heisig, C., Tischler, Humboldtstr. 17: [262, 812, 446, 827]
- directory-entry: — C. F., Arbtr., Jägerstr. 26, H. 5, ✉ 4: [897, 844, 1089, 859]
